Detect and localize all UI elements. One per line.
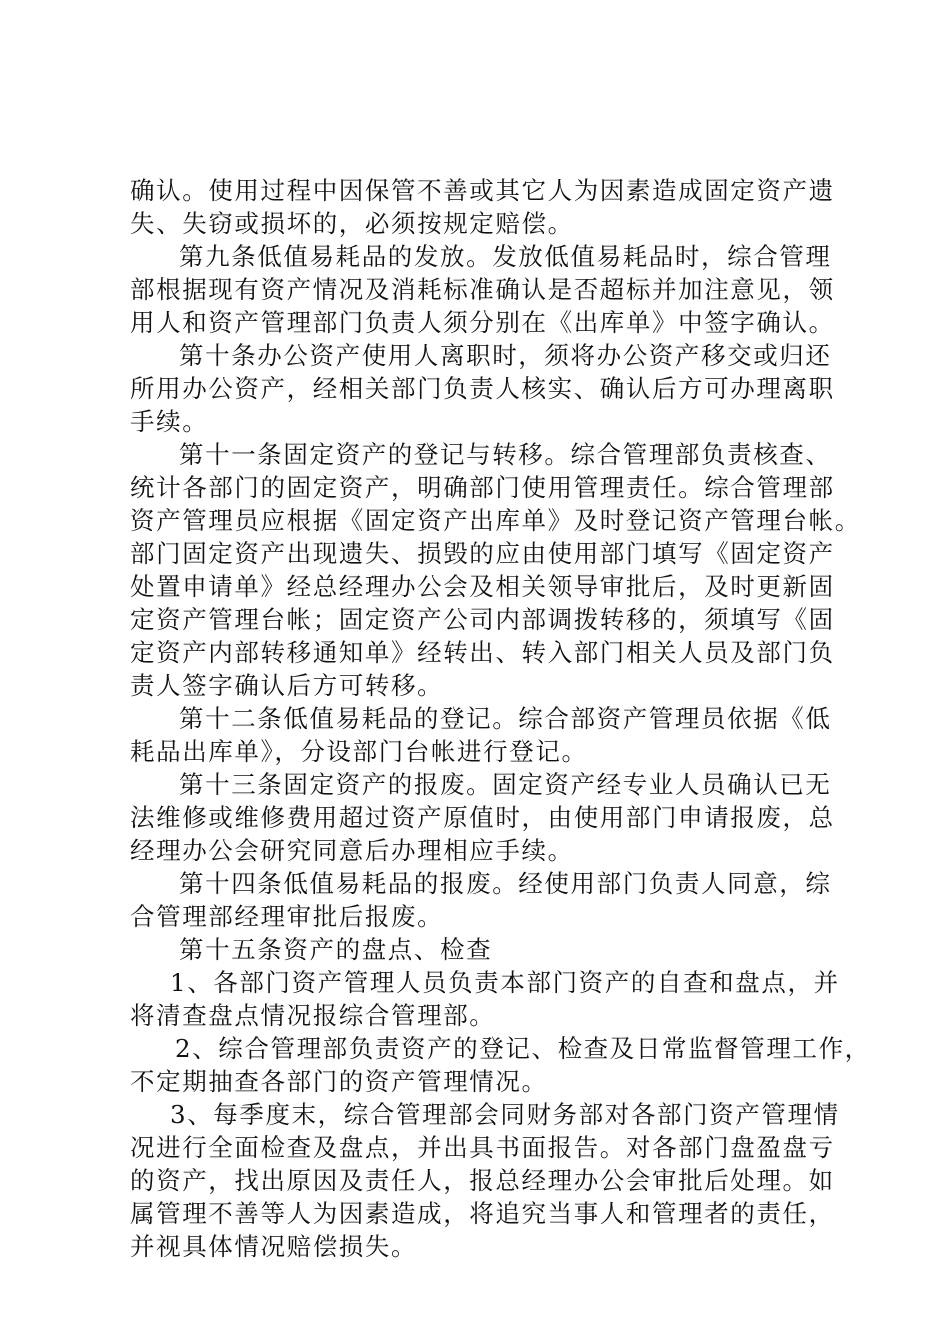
text-line: 所用办公资产，经相关部门负责人核实、确认后方可办理离职 [130, 374, 835, 403]
text-line: 责人签字确认后方可转移。 [130, 671, 444, 700]
text-line: 法维修或维修费用超过资产原值时，由使用部门申请报废，总 [130, 803, 835, 832]
text-line: 况进行全面检查及盘点，并出具书面报告。对各部门盘盈盘亏 [130, 1133, 835, 1162]
text-line: 用人和资产管理部门负责人须分别在《出库单》中签字确认。 [130, 308, 835, 337]
text-line: 统计各部门的固定资产，明确部门使用管理责任。综合管理部 [130, 473, 835, 502]
text-line: 的资产，找出原因及责任人，报总经理办公会审批后处理。如 [130, 1166, 835, 1195]
text-line: 部根据现有资产情况及消耗标准确认是否超标并加注意见，领 [130, 275, 835, 304]
text-line: 失、失窃或损坏的，必须按规定赔偿。 [130, 209, 574, 238]
article-13-heading-line: 第十三条固定资产的报废。固定资产经专业人员确认已无 [179, 770, 832, 799]
text-line: 处置申请单》经总经理办公会及相关领导审批后，及时更新固 [130, 572, 835, 601]
article-14-heading-line: 第十四条低值易耗品的报废。经使用部门负责人同意，综 [179, 869, 832, 898]
article-12-heading-line: 第十二条低值易耗品的登记。综合部资产管理员依据《低 [179, 704, 832, 733]
text-line: 不定期抽查各部门的资产管理情况。 [130, 1067, 548, 1096]
text-line: 属管理不善等人为因素造成，将追究当事人和管理者的责任， [130, 1199, 835, 1228]
item-2-line: 2、综合管理部负责资产的登记、检查及日常监督管理工作， [175, 1034, 871, 1063]
text-line: 经理办公会研究同意后办理相应手续。 [130, 836, 574, 865]
text-line: 部门固定资产出现遗失、损毁的应由使用部门填写《固定资产 [130, 539, 835, 568]
article-9-heading-line: 第九条低值易耗品的发放。发放低值易耗品时，综合管理 [179, 242, 832, 271]
text-line: 合管理部经理审批后报废。 [130, 902, 444, 931]
article-11-heading-line: 第十一条固定资产的登记与转移。综合管理部负责核查、 [179, 440, 832, 469]
text-line: 耗品出库单》，分设部门台帐进行登记。 [130, 737, 588, 766]
text-line: 定资产管理台帐；固定资产公司内部调拨转移的，须填写《固 [130, 605, 835, 634]
text-line: 将清查盘点情况报综合管理部。 [130, 1001, 496, 1030]
text-line: 并视具体情况赔偿损失。 [130, 1232, 418, 1261]
text-line: 确认。使用过程中因保管不善或其它人为因素造成固定资产遗 [130, 176, 835, 205]
item-3-line: 3、每季度末，综合管理部会同财务部对各部门资产管理情 [170, 1100, 840, 1129]
article-10-heading-line: 第十条办公资产使用人离职时，须将办公资产移交或归还 [179, 341, 832, 370]
text-line: 手续。 [130, 407, 209, 436]
text-line: 定资产内部转移通知单》经转出、转入部门相关人员及部门负 [130, 638, 835, 667]
item-1-line: 1、各部门资产管理人员负责本部门资产的自查和盘点，并 [170, 968, 840, 997]
document-body [130, 174, 871, 1263]
text-line: 资产管理员应根据《固定资产出库单》及时登记资产管理台帐。 [130, 506, 861, 535]
article-15-heading: 第十五条资产的盘点、检查 [179, 935, 493, 964]
